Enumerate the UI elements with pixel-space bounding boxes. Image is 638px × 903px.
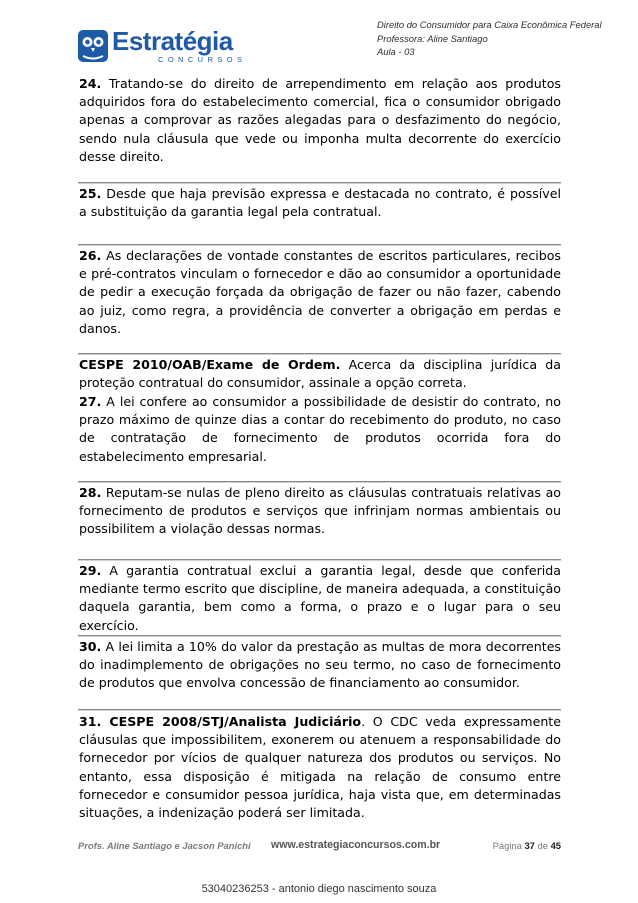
question-28 <box>79 484 561 539</box>
question-30 <box>79 638 561 693</box>
question-text: A lei confere ao consumidor a possibilidade de desistir do contrato, no prazo máximo de quinze dias a contar do recebimento do produto, no caso de contratação de fornecimento de produtos ocorrida fora do estabelecimento empresarial. <box>79 394 561 464</box>
question-divider <box>78 635 561 636</box>
page-footer <box>78 840 561 854</box>
question-text: As declarações de vontade constantes de escritos particulares, recibos e pré-contratos vinculam o fornecedor e dão ao consumidor a oportunidade de pedir a execução forçada da obrigação de fazer ou não fazer, cabendo ao juiz, como regra, a providência de converter a obrigação em perdas e danos. <box>79 248 561 336</box>
footer-authors: Profs. Aline Santiago e Jacson Panichi <box>78 840 251 851</box>
page-label: Página <box>492 840 522 851</box>
question-text: Reputam-se nulas de pleno direito as cláusulas contratuais relativas ao fornecimento de produtos e serviços que infrinjam normas ambientais ou possibilitem a violação dessas normas. <box>79 485 561 537</box>
question-number: 26. <box>79 248 102 263</box>
footer-website-link[interactable]: www.estrategiaconcursos.com.br <box>271 839 441 851</box>
header-info <box>377 18 627 59</box>
question-26 <box>79 247 561 338</box>
question-number: 29. <box>79 563 102 578</box>
question-29 <box>79 562 561 635</box>
question-text: . O CDC veda expressamente cláusulas que impossibilitem, exonerem ou atenuem a responsabilidade do fornecedor por vícios de qualquer natureza dos produtos ou serviços. No entanto, essa disposição é mitigada na relação de consumo entre fornecedor e consumidor pessoa jurídica, haja vista que, em determinadas situações, a indenização poderá ser limitada. <box>79 714 561 821</box>
exam-intro-text: Acerca da disciplina jurídica da proteção contratual do consumidor, assinale a opção correta. <box>79 357 561 391</box>
page-total: 45 <box>550 840 561 851</box>
watermark-text: 53040236253 - antonio diego nascimento souza <box>201 883 437 895</box>
question-divider <box>78 244 561 245</box>
question-divider <box>78 182 561 183</box>
logo-wordmark: Estratégia <box>112 26 233 56</box>
logo <box>78 26 247 64</box>
question-number: 24. <box>79 76 102 91</box>
question-number: 27. <box>79 394 102 409</box>
course-title: Direito do Consumidor para Caixa Econômica Federal <box>377 19 602 30</box>
question-31 <box>79 713 561 822</box>
lesson-label: Aula - 03 <box>377 46 415 57</box>
professor-name: Professora: Aline Santiago <box>377 32 488 44</box>
question-divider <box>78 709 561 710</box>
question-24 <box>79 75 561 166</box>
question-text: A lei limita a 10% do valor da prestação as multas de mora decorrentes do inadimplemento de obrigações no seu termo, no caso de fornecimento de produtos que envolva concessão de financiamento ao consumidor. <box>79 639 561 691</box>
page-current: 37 <box>524 840 535 851</box>
exam-intro <box>79 356 561 392</box>
question-text: Desde que haja previsão expressa e destacada no contrato, é possível a substituição da garantia legal pela contratual. <box>79 186 561 220</box>
question-27 <box>79 393 561 466</box>
question-number: 28. <box>79 485 102 500</box>
exam-source: CESPE 2010/OAB/Exame de Ordem. <box>79 357 341 372</box>
page-of: de <box>537 840 548 851</box>
question-text: Tratando-se do direito de arrependimento em relação aos produtos adquiridos fora do estabelecimento comercial, fica o consumidor obrigado apenas a comprovar as razões alegadas para o desfazimento do negócio, sendo nula cláusula que vede ou imponha multa decorrente do exercício desse direito. <box>79 76 561 164</box>
question-number: 31. CESPE 2008/STJ/Analista Judiciário <box>79 714 362 729</box>
owl-logo-icon <box>78 30 108 62</box>
question-divider <box>78 353 561 354</box>
question-25 <box>79 185 561 221</box>
question-number: 25. <box>79 186 102 201</box>
question-text: A garantia contratual exclui a garantia legal, desde que conferida mediante termo escrito que discipline, de maneira adequada, a constituição daquela garantia, bem como a forma, o prazo e o lugar para o seu exercício. <box>79 563 561 633</box>
question-number: 30. <box>79 639 102 654</box>
question-divider <box>78 559 561 560</box>
page-number <box>493 840 561 851</box>
question-divider <box>78 481 561 482</box>
logo-subtitle: CONCURSOS <box>158 55 247 64</box>
